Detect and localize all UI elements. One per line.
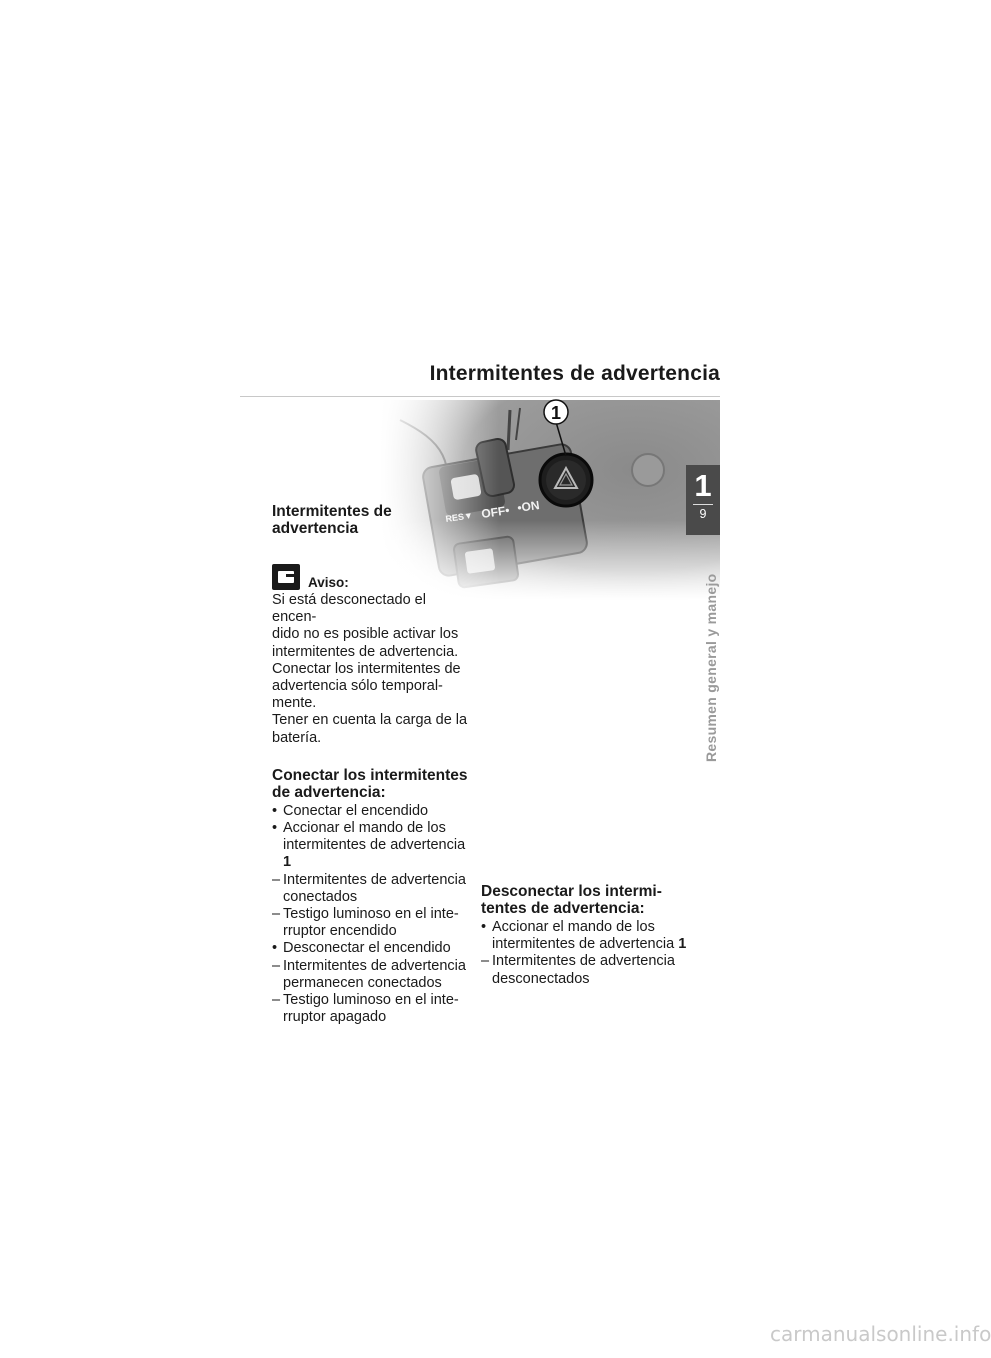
list-item — [272, 940, 472, 957]
list-item — [272, 872, 472, 906]
list-item-text: Accionar el mando de los intermitentes de advertencia — [283, 820, 466, 854]
note-line: Conectar los intermitentes de — [272, 660, 461, 677]
note-line: mente. — [272, 695, 317, 712]
list-item-text: Testigo luminoso en el inte-rruptor encendido — [283, 906, 459, 940]
list-item-text: Intermitentes de advertencia desconectados — [492, 953, 675, 987]
list-item-text: Intermitentes de advertencia permanecen conectados — [283, 957, 466, 991]
page-title: Intermitentes de advertencia — [429, 362, 720, 385]
list-item — [272, 803, 472, 820]
list-item-text: Desconectar el encendido — [283, 940, 451, 957]
list-item — [272, 820, 472, 872]
list-item — [272, 906, 472, 940]
disconnect-heading: Desconectar los intermi-tentes de advertencia: — [481, 883, 662, 917]
note-line: batería. — [272, 729, 322, 746]
note-text — [272, 592, 472, 747]
list-item — [272, 992, 472, 1026]
left-column — [272, 503, 472, 1026]
connect-steps-list — [272, 803, 472, 1027]
list-item — [481, 919, 691, 953]
note-line: advertencia sólo temporal- — [272, 678, 443, 695]
chapter-number: 1 — [694, 468, 712, 503]
list-item-text: Conectar el encendido — [283, 802, 429, 819]
watermark: carmanualsonline.info — [770, 1322, 991, 1346]
page-number: 9 — [699, 507, 707, 521]
chapter-section-label: Resumen general y manejo — [703, 573, 719, 762]
disconnect-steps-list — [481, 919, 691, 988]
note-line: intermitentes de advertencia. — [272, 643, 459, 660]
right-column — [481, 883, 691, 988]
list-item-text: Testigo luminoso en el inte-rruptor apagado — [283, 992, 459, 1026]
reference-number: 1 — [678, 936, 687, 953]
section-heading: Intermitentes de advertencia — [272, 503, 392, 537]
note-line: Si está desconectado el encen- — [272, 592, 426, 626]
list-item-text: Accionar el mando de los intermitentes de advertencia — [492, 919, 679, 953]
note-hand-icon — [272, 564, 300, 590]
list-item-text: Intermitentes de advertencia conectados — [283, 871, 466, 905]
chapter-divider — [693, 504, 713, 505]
list-item — [481, 953, 691, 987]
chapter-tab — [686, 465, 720, 535]
note-line: Tener en cuenta la carga de la — [272, 712, 468, 729]
list-item — [272, 958, 472, 992]
reference-number: 1 — [283, 854, 292, 871]
connect-heading: Conectar los intermitentes de advertencia: — [272, 766, 468, 801]
note-block — [272, 562, 472, 747]
title-rule — [240, 396, 720, 397]
note-line: dido no es posible activar los — [272, 626, 459, 643]
note-label: Aviso: — [308, 575, 349, 590]
